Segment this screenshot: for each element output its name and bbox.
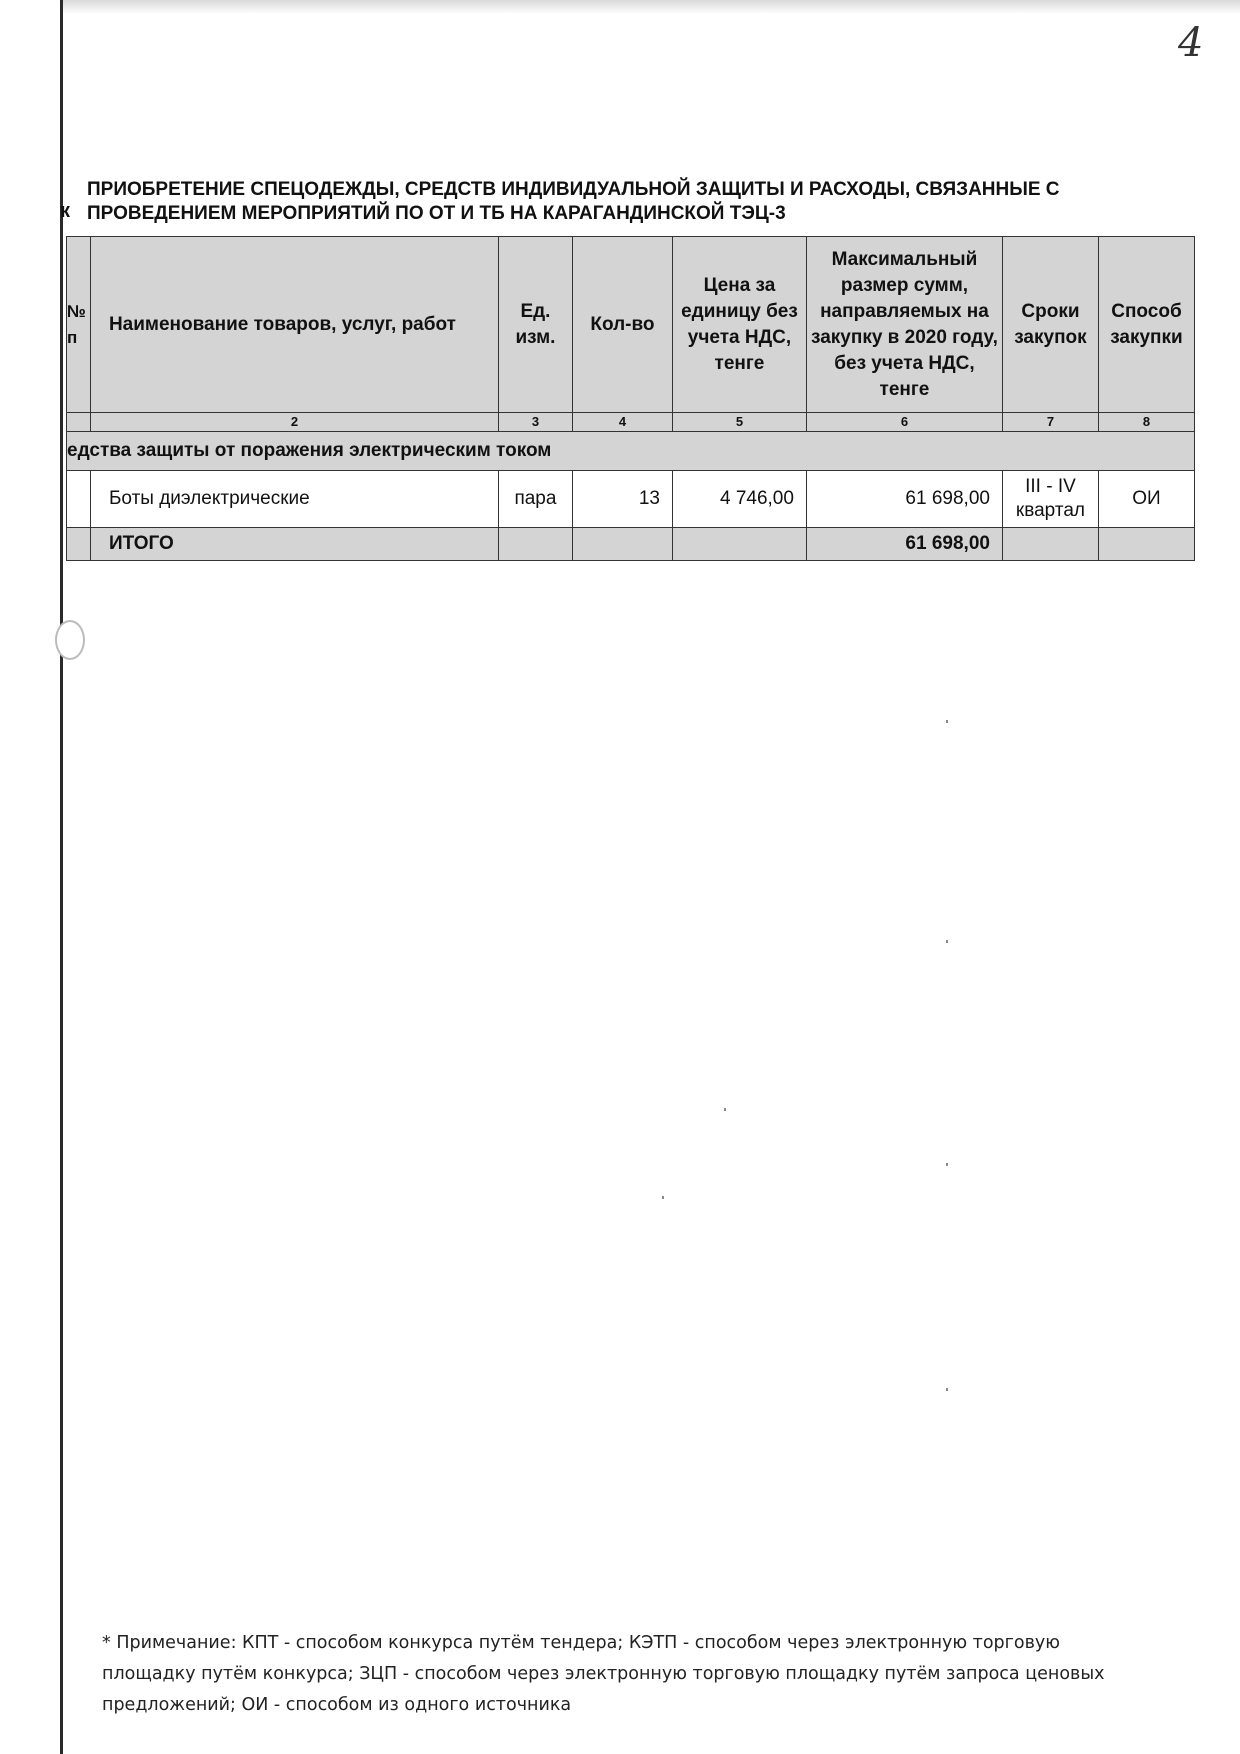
item-sum: 61 698,00 [806,471,1002,528]
item-unit: пара [498,471,572,528]
scan-speck [946,1163,948,1166]
total-label: ИТОГО [90,528,498,561]
scan-speck [946,1388,948,1391]
total-sum: 61 698,00 [806,528,1002,561]
scan-speck [662,1196,664,1199]
empty-cell [672,528,806,561]
scan-top-shadow [60,0,1240,14]
cut-off-letter: к [60,200,71,222]
column-number [67,413,91,432]
item-method: ОИ [1098,471,1194,528]
document-title: ПРИОБРЕТЕНИЕ СПЕЦОДЕЖДЫ, СРЕДСТВ ИНДИВИДУАЛЬНОЙ ЗАЩИТЫ И РАСХОДЫ, СВЯЗАННЫЕ С ПРОВЕДЕНИЕМ МЕРОПРИЯТИЙ ПО ОТ И ТБ НА КАРАГАНДИНСКОЙ ТЭЦ-3 [87,179,1060,224]
column-number: 4 [572,413,672,432]
handwritten-page-number: 4 [1178,20,1204,66]
scan-speck [946,720,948,723]
section-title: едства защиты от поражения электрическим током [67,432,1195,471]
item-terms: III - IV квартал [1002,471,1098,528]
section-row [67,432,1195,471]
num-cell [67,471,91,528]
item-price: 4 746,00 [672,471,806,528]
header-name: Наименование товаров, услуг, работ [90,237,498,413]
column-number: 3 [498,413,572,432]
footnote: * Примечание: КПТ - способом конкурса путём тендера; КЭТП - способом через электронную торговую площадку путём конкурса; ЗЦП - способом через электронную торговую площадку путём запроса ценовых предложений; ОИ - способом из одного источника [102,1633,1105,1715]
scan-speck [724,1108,726,1111]
total-row [67,528,1195,561]
item-name: Боты диэлектрические [90,471,498,528]
empty-cell [498,528,572,561]
header-price: Цена за единицу без учета НДС, тенге [672,237,806,413]
empty-cell [1002,528,1098,561]
header-qty: Кол-во [572,237,672,413]
empty-cell [572,528,672,561]
scan-speck [946,940,948,943]
table-row [67,471,1195,528]
column-number: 8 [1098,413,1194,432]
header-unit: Ед. изм. [498,237,572,413]
procurement-table [66,236,1195,561]
header-num-cut: № п [67,237,91,413]
header-terms: Сроки закупок [1002,237,1098,413]
punch-hole [55,620,85,660]
header-max-sum: Максимальный размер сумм, направляемых на закупку в 2020 году, без учета НДС, тенге [806,237,1002,413]
header-method: Способ закупки [1098,237,1194,413]
page-left-edge [60,0,63,1754]
column-number: 2 [90,413,498,432]
empty-cell [1098,528,1194,561]
column-number-row [67,413,1195,432]
header-row [67,237,1195,413]
column-number: 7 [1002,413,1098,432]
column-number: 6 [806,413,1002,432]
column-number: 5 [672,413,806,432]
item-qty: 13 [572,471,672,528]
num-cell [67,528,91,561]
